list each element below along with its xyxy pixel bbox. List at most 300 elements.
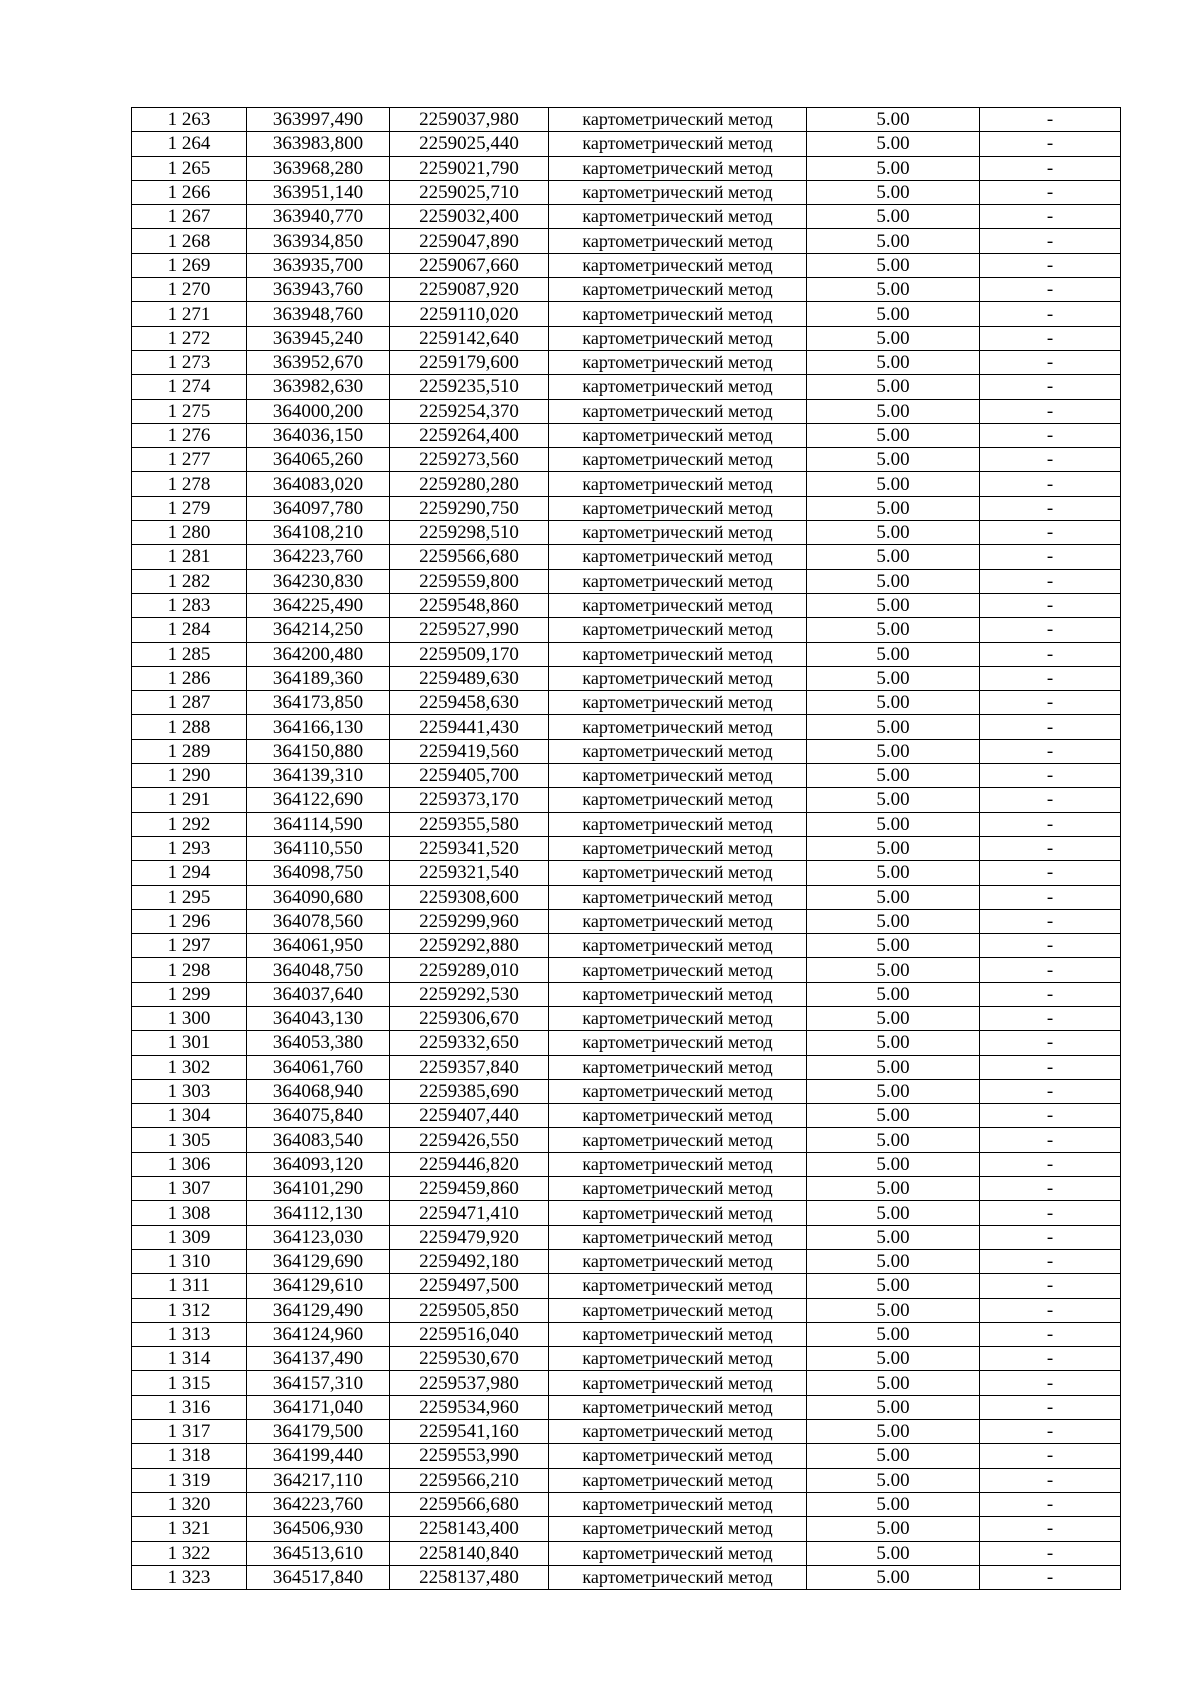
point-number-cell: 1 272 (132, 326, 247, 350)
y-coordinate-cell: 2259566,210 (390, 1468, 549, 1492)
point-number-cell: 1 300 (132, 1006, 247, 1030)
x-coordinate-cell: 363952,670 (247, 350, 390, 374)
method-cell: картометрический метод (549, 1444, 807, 1468)
note-cell: - (980, 909, 1121, 933)
precision-cell: 5.00 (807, 205, 980, 229)
note-cell: - (980, 642, 1121, 666)
y-coordinate-cell: 2259489,630 (390, 666, 549, 690)
precision-cell: 5.00 (807, 350, 980, 374)
precision-cell: 5.00 (807, 1225, 980, 1249)
x-coordinate-cell: 364223,760 (247, 545, 390, 569)
table-row (132, 1420, 1121, 1444)
point-number-cell: 1 312 (132, 1298, 247, 1322)
x-coordinate-cell: 364036,150 (247, 423, 390, 447)
precision-cell: 5.00 (807, 448, 980, 472)
x-coordinate-cell: 364139,310 (247, 764, 390, 788)
precision-cell: 5.00 (807, 108, 980, 132)
point-number-cell: 1 281 (132, 545, 247, 569)
note-cell: - (980, 205, 1121, 229)
table-row (132, 1201, 1121, 1225)
point-number-cell: 1 308 (132, 1201, 247, 1225)
note-cell: - (980, 715, 1121, 739)
y-coordinate-cell: 2259037,980 (390, 108, 549, 132)
table-row (132, 812, 1121, 836)
method-cell: картометрический метод (549, 1298, 807, 1322)
table-row (132, 715, 1121, 739)
table-row (132, 642, 1121, 666)
precision-cell: 5.00 (807, 739, 980, 763)
point-number-cell: 1 305 (132, 1128, 247, 1152)
y-coordinate-cell: 2259087,920 (390, 278, 549, 302)
point-number-cell: 1 282 (132, 569, 247, 593)
x-coordinate-cell: 363983,800 (247, 132, 390, 156)
coordinates-table-body (132, 108, 1121, 1590)
y-coordinate-cell: 2259385,690 (390, 1079, 549, 1103)
y-coordinate-cell: 2259292,530 (390, 982, 549, 1006)
point-number-cell: 1 275 (132, 399, 247, 423)
note-cell: - (980, 132, 1121, 156)
precision-cell: 5.00 (807, 423, 980, 447)
precision-cell: 5.00 (807, 545, 980, 569)
precision-cell: 5.00 (807, 1152, 980, 1176)
x-coordinate-cell: 364083,540 (247, 1128, 390, 1152)
precision-cell: 5.00 (807, 132, 980, 156)
x-coordinate-cell: 364068,940 (247, 1079, 390, 1103)
point-number-cell: 1 269 (132, 253, 247, 277)
precision-cell: 5.00 (807, 1322, 980, 1346)
table-row (132, 448, 1121, 472)
x-coordinate-cell: 364517,840 (247, 1565, 390, 1589)
precision-cell: 5.00 (807, 1541, 980, 1565)
method-cell: картометрический метод (549, 885, 807, 909)
note-cell: - (980, 812, 1121, 836)
y-coordinate-cell: 2259357,840 (390, 1055, 549, 1079)
table-row (132, 108, 1121, 132)
x-coordinate-cell: 364200,480 (247, 642, 390, 666)
y-coordinate-cell: 2259373,170 (390, 788, 549, 812)
x-coordinate-cell: 364048,750 (247, 958, 390, 982)
note-cell: - (980, 1201, 1121, 1225)
method-cell: картометрический метод (549, 1517, 807, 1541)
precision-cell: 5.00 (807, 861, 980, 885)
x-coordinate-cell: 364513,610 (247, 1541, 390, 1565)
table-row (132, 1517, 1121, 1541)
note-cell: - (980, 1347, 1121, 1371)
y-coordinate-cell: 2259516,040 (390, 1322, 549, 1346)
x-coordinate-cell: 364078,560 (247, 909, 390, 933)
method-cell: картометрический метод (549, 521, 807, 545)
point-number-cell: 1 299 (132, 982, 247, 1006)
note-cell: - (980, 1468, 1121, 1492)
y-coordinate-cell: 2259441,430 (390, 715, 549, 739)
precision-cell: 5.00 (807, 715, 980, 739)
method-cell: картометрический метод (549, 496, 807, 520)
x-coordinate-cell: 363997,490 (247, 108, 390, 132)
precision-cell: 5.00 (807, 1006, 980, 1030)
point-number-cell: 1 293 (132, 836, 247, 860)
y-coordinate-cell: 2258140,840 (390, 1541, 549, 1565)
y-coordinate-cell: 2259426,550 (390, 1128, 549, 1152)
note-cell: - (980, 1055, 1121, 1079)
x-coordinate-cell: 364189,360 (247, 666, 390, 690)
table-row (132, 764, 1121, 788)
precision-cell: 5.00 (807, 1565, 980, 1589)
table-row (132, 326, 1121, 350)
note-cell: - (980, 180, 1121, 204)
note-cell: - (980, 958, 1121, 982)
table-row (132, 1444, 1121, 1468)
precision-cell: 5.00 (807, 764, 980, 788)
table-row (132, 1225, 1121, 1249)
precision-cell: 5.00 (807, 1444, 980, 1468)
method-cell: картометрический метод (549, 545, 807, 569)
point-number-cell: 1 313 (132, 1322, 247, 1346)
table-row (132, 423, 1121, 447)
y-coordinate-cell: 2259509,170 (390, 642, 549, 666)
method-cell: картометрический метод (549, 472, 807, 496)
y-coordinate-cell: 2259458,630 (390, 691, 549, 715)
method-cell: картометрический метод (549, 1031, 807, 1055)
method-cell: картометрический метод (549, 1201, 807, 1225)
note-cell: - (980, 350, 1121, 374)
table-row (132, 302, 1121, 326)
x-coordinate-cell: 364101,290 (247, 1177, 390, 1201)
x-coordinate-cell: 364053,380 (247, 1031, 390, 1055)
precision-cell: 5.00 (807, 1492, 980, 1516)
x-coordinate-cell: 364065,260 (247, 448, 390, 472)
method-cell: картометрический метод (549, 1468, 807, 1492)
table-row (132, 1395, 1121, 1419)
y-coordinate-cell: 2258137,480 (390, 1565, 549, 1589)
table-row (132, 861, 1121, 885)
table-row (132, 375, 1121, 399)
method-cell: картометрический метод (549, 666, 807, 690)
method-cell: картометрический метод (549, 1395, 807, 1419)
method-cell: картометрический метод (549, 278, 807, 302)
table-row (132, 593, 1121, 617)
point-number-cell: 1 273 (132, 350, 247, 374)
note-cell: - (980, 302, 1121, 326)
table-row (132, 1128, 1121, 1152)
precision-cell: 5.00 (807, 1201, 980, 1225)
precision-cell: 5.00 (807, 1177, 980, 1201)
note-cell: - (980, 1177, 1121, 1201)
y-coordinate-cell: 2259292,880 (390, 934, 549, 958)
x-coordinate-cell: 364061,950 (247, 934, 390, 958)
table-row (132, 156, 1121, 180)
method-cell: картометрический метод (549, 1565, 807, 1589)
x-coordinate-cell: 363948,760 (247, 302, 390, 326)
method-cell: картометрический метод (549, 253, 807, 277)
x-coordinate-cell: 364179,500 (247, 1420, 390, 1444)
point-number-cell: 1 278 (132, 472, 247, 496)
note-cell: - (980, 1152, 1121, 1176)
method-cell: картометрический метод (549, 1347, 807, 1371)
y-coordinate-cell: 2259537,980 (390, 1371, 549, 1395)
x-coordinate-cell: 364225,490 (247, 593, 390, 617)
y-coordinate-cell: 2259553,990 (390, 1444, 549, 1468)
y-coordinate-cell: 2259566,680 (390, 545, 549, 569)
y-coordinate-cell: 2258143,400 (390, 1517, 549, 1541)
point-number-cell: 1 303 (132, 1079, 247, 1103)
note-cell: - (980, 739, 1121, 763)
note-cell: - (980, 423, 1121, 447)
point-number-cell: 1 295 (132, 885, 247, 909)
y-coordinate-cell: 2259306,670 (390, 1006, 549, 1030)
precision-cell: 5.00 (807, 666, 980, 690)
precision-cell: 5.00 (807, 326, 980, 350)
precision-cell: 5.00 (807, 1128, 980, 1152)
note-cell: - (980, 618, 1121, 642)
point-number-cell: 1 294 (132, 861, 247, 885)
y-coordinate-cell: 2259541,160 (390, 1420, 549, 1444)
point-number-cell: 1 318 (132, 1444, 247, 1468)
table-row (132, 1347, 1121, 1371)
method-cell: картометрический метод (549, 1225, 807, 1249)
note-cell: - (980, 156, 1121, 180)
method-cell: картометрический метод (549, 1104, 807, 1128)
precision-cell: 5.00 (807, 812, 980, 836)
y-coordinate-cell: 2259446,820 (390, 1152, 549, 1176)
precision-cell: 5.00 (807, 885, 980, 909)
precision-cell: 5.00 (807, 1274, 980, 1298)
point-number-cell: 1 265 (132, 156, 247, 180)
x-coordinate-cell: 364000,200 (247, 399, 390, 423)
table-row (132, 278, 1121, 302)
x-coordinate-cell: 364223,760 (247, 1492, 390, 1516)
table-row (132, 958, 1121, 982)
method-cell: картометрический метод (549, 934, 807, 958)
table-row (132, 1249, 1121, 1273)
y-coordinate-cell: 2259497,500 (390, 1274, 549, 1298)
table-row (132, 909, 1121, 933)
table-row (132, 496, 1121, 520)
precision-cell: 5.00 (807, 1055, 980, 1079)
precision-cell: 5.00 (807, 302, 980, 326)
point-number-cell: 1 315 (132, 1371, 247, 1395)
note-cell: - (980, 278, 1121, 302)
table-row (132, 1565, 1121, 1589)
x-coordinate-cell: 364124,960 (247, 1322, 390, 1346)
precision-cell: 5.00 (807, 1371, 980, 1395)
method-cell: картометрический метод (549, 569, 807, 593)
y-coordinate-cell: 2259407,440 (390, 1104, 549, 1128)
point-number-cell: 1 283 (132, 593, 247, 617)
method-cell: картометрический метод (549, 618, 807, 642)
point-number-cell: 1 292 (132, 812, 247, 836)
note-cell: - (980, 836, 1121, 860)
method-cell: картометрический метод (549, 156, 807, 180)
x-coordinate-cell: 363934,850 (247, 229, 390, 253)
method-cell: картометрический метод (549, 1274, 807, 1298)
precision-cell: 5.00 (807, 788, 980, 812)
table-row (132, 521, 1121, 545)
y-coordinate-cell: 2259273,560 (390, 448, 549, 472)
precision-cell: 5.00 (807, 1031, 980, 1055)
table-row (132, 982, 1121, 1006)
point-number-cell: 1 311 (132, 1274, 247, 1298)
note-cell: - (980, 1420, 1121, 1444)
note-cell: - (980, 1492, 1121, 1516)
y-coordinate-cell: 2259355,580 (390, 812, 549, 836)
table-row (132, 1468, 1121, 1492)
table-row (132, 618, 1121, 642)
method-cell: картометрический метод (549, 593, 807, 617)
x-coordinate-cell: 364122,690 (247, 788, 390, 812)
method-cell: картометрический метод (549, 375, 807, 399)
precision-cell: 5.00 (807, 1079, 980, 1103)
note-cell: - (980, 1031, 1121, 1055)
table-row (132, 1177, 1121, 1201)
point-number-cell: 1 321 (132, 1517, 247, 1541)
precision-cell: 5.00 (807, 278, 980, 302)
x-coordinate-cell: 364217,110 (247, 1468, 390, 1492)
point-number-cell: 1 276 (132, 423, 247, 447)
table-row (132, 1055, 1121, 1079)
point-number-cell: 1 296 (132, 909, 247, 933)
table-row (132, 472, 1121, 496)
note-cell: - (980, 1128, 1121, 1152)
point-number-cell: 1 263 (132, 108, 247, 132)
precision-cell: 5.00 (807, 691, 980, 715)
note-cell: - (980, 545, 1121, 569)
note-cell: - (980, 448, 1121, 472)
x-coordinate-cell: 364112,130 (247, 1201, 390, 1225)
table-row (132, 1104, 1121, 1128)
point-number-cell: 1 304 (132, 1104, 247, 1128)
x-coordinate-cell: 363935,700 (247, 253, 390, 277)
precision-cell: 5.00 (807, 982, 980, 1006)
x-coordinate-cell: 364075,840 (247, 1104, 390, 1128)
point-number-cell: 1 268 (132, 229, 247, 253)
table-row (132, 253, 1121, 277)
note-cell: - (980, 326, 1121, 350)
method-cell: картометрический метод (549, 326, 807, 350)
y-coordinate-cell: 2259142,640 (390, 326, 549, 350)
precision-cell: 5.00 (807, 399, 980, 423)
y-coordinate-cell: 2259471,410 (390, 1201, 549, 1225)
note-cell: - (980, 691, 1121, 715)
y-coordinate-cell: 2259179,600 (390, 350, 549, 374)
y-coordinate-cell: 2259534,960 (390, 1395, 549, 1419)
method-cell: картометрический метод (549, 715, 807, 739)
table-row (132, 1371, 1121, 1395)
point-number-cell: 1 298 (132, 958, 247, 982)
note-cell: - (980, 764, 1121, 788)
note-cell: - (980, 982, 1121, 1006)
point-number-cell: 1 297 (132, 934, 247, 958)
note-cell: - (980, 1079, 1121, 1103)
method-cell: картометрический метод (549, 1541, 807, 1565)
table-row (132, 569, 1121, 593)
note-cell: - (980, 1395, 1121, 1419)
point-number-cell: 1 323 (132, 1565, 247, 1589)
note-cell: - (980, 1541, 1121, 1565)
method-cell: картометрический метод (549, 1006, 807, 1030)
x-coordinate-cell: 364166,130 (247, 715, 390, 739)
point-number-cell: 1 279 (132, 496, 247, 520)
point-number-cell: 1 314 (132, 1347, 247, 1371)
point-number-cell: 1 320 (132, 1492, 247, 1516)
table-row (132, 691, 1121, 715)
precision-cell: 5.00 (807, 180, 980, 204)
method-cell: картометрический метод (549, 1371, 807, 1395)
y-coordinate-cell: 2259067,660 (390, 253, 549, 277)
method-cell: картометрический метод (549, 229, 807, 253)
table-row (132, 1298, 1121, 1322)
point-number-cell: 1 270 (132, 278, 247, 302)
point-number-cell: 1 309 (132, 1225, 247, 1249)
method-cell: картометрический метод (549, 788, 807, 812)
precision-cell: 5.00 (807, 253, 980, 277)
note-cell: - (980, 1298, 1121, 1322)
x-coordinate-cell: 364123,030 (247, 1225, 390, 1249)
y-coordinate-cell: 2259264,400 (390, 423, 549, 447)
method-cell: картометрический метод (549, 739, 807, 763)
y-coordinate-cell: 2259527,990 (390, 618, 549, 642)
note-cell: - (980, 569, 1121, 593)
method-cell: картометрический метод (549, 958, 807, 982)
precision-cell: 5.00 (807, 375, 980, 399)
x-coordinate-cell: 364093,120 (247, 1152, 390, 1176)
method-cell: картометрический метод (549, 108, 807, 132)
y-coordinate-cell: 2259021,790 (390, 156, 549, 180)
x-coordinate-cell: 364108,210 (247, 521, 390, 545)
x-coordinate-cell: 364037,640 (247, 982, 390, 1006)
x-coordinate-cell: 364230,830 (247, 569, 390, 593)
table-row (132, 229, 1121, 253)
y-coordinate-cell: 2259298,510 (390, 521, 549, 545)
x-coordinate-cell: 363943,760 (247, 278, 390, 302)
y-coordinate-cell: 2259459,860 (390, 1177, 549, 1201)
y-coordinate-cell: 2259548,860 (390, 593, 549, 617)
x-coordinate-cell: 364129,690 (247, 1249, 390, 1273)
table-row (132, 205, 1121, 229)
method-cell: картометрический метод (549, 861, 807, 885)
x-coordinate-cell: 364214,250 (247, 618, 390, 642)
x-coordinate-cell: 364137,490 (247, 1347, 390, 1371)
method-cell: картометрический метод (549, 399, 807, 423)
precision-cell: 5.00 (807, 642, 980, 666)
precision-cell: 5.00 (807, 909, 980, 933)
precision-cell: 5.00 (807, 836, 980, 860)
precision-cell: 5.00 (807, 229, 980, 253)
note-cell: - (980, 1371, 1121, 1395)
precision-cell: 5.00 (807, 1517, 980, 1541)
point-number-cell: 1 317 (132, 1420, 247, 1444)
table-row (132, 1541, 1121, 1565)
point-number-cell: 1 290 (132, 764, 247, 788)
method-cell: картометрический метод (549, 836, 807, 860)
note-cell: - (980, 472, 1121, 496)
method-cell: картометрический метод (549, 350, 807, 374)
point-number-cell: 1 277 (132, 448, 247, 472)
method-cell: картометрический метод (549, 1055, 807, 1079)
precision-cell: 5.00 (807, 472, 980, 496)
point-number-cell: 1 289 (132, 739, 247, 763)
note-cell: - (980, 593, 1121, 617)
y-coordinate-cell: 2259280,280 (390, 472, 549, 496)
point-number-cell: 1 284 (132, 618, 247, 642)
method-cell: картометрический метод (549, 1128, 807, 1152)
point-number-cell: 1 266 (132, 180, 247, 204)
coordinates-table (131, 107, 1121, 1590)
y-coordinate-cell: 2259299,960 (390, 909, 549, 933)
x-coordinate-cell: 364110,550 (247, 836, 390, 860)
note-cell: - (980, 521, 1121, 545)
table-row (132, 399, 1121, 423)
x-coordinate-cell: 363945,240 (247, 326, 390, 350)
